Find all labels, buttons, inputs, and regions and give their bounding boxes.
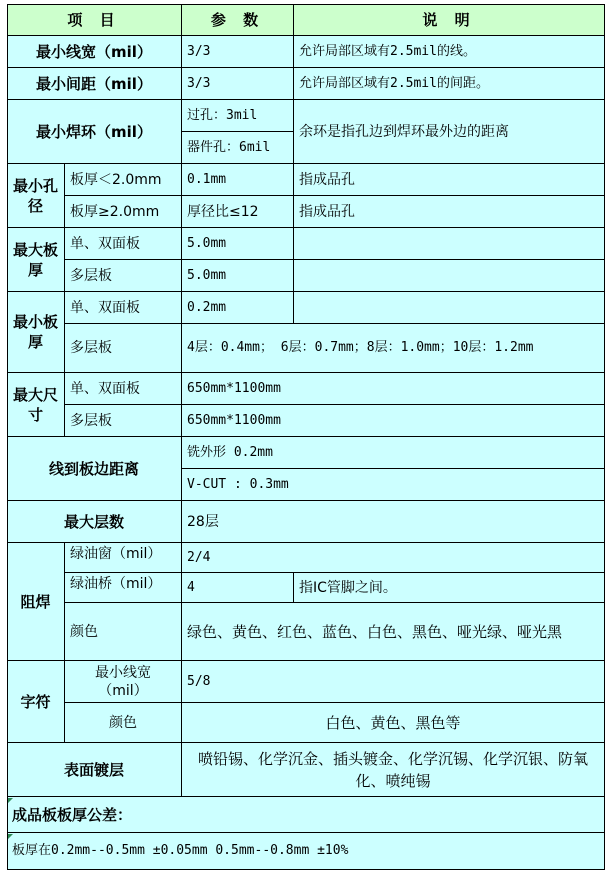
min-spacing-desc: 允许局部区域有2.5mil的间距。: [294, 68, 605, 100]
solder-mask-param1: 2/4: [182, 543, 605, 573]
max-thickness-param2: 5.0mm: [182, 260, 294, 292]
surface-label: 表面镀层: [7, 743, 182, 797]
header-item: 项 目: [7, 4, 182, 36]
min-line-width-param: 3/3: [182, 36, 294, 68]
max-size-label: 最大尺寸: [7, 373, 65, 437]
max-thickness-desc2: [294, 260, 605, 292]
max-thickness-sub2: 多层板: [65, 260, 182, 292]
solder-mask-colors: 绿色、黄色、红色、蓝色、白色、黑色、哑光绿、哑光黑: [182, 603, 605, 661]
legend-sub1: 最小线宽（mil）: [65, 661, 182, 703]
min-ring-desc: 余环是指孔边到焊环最外边的距离: [294, 100, 605, 164]
min-thickness-param2: 4层：0.4mm； 6层：0.7mm；8层：1.0mm；10层：1.2mm: [182, 324, 605, 373]
max-thickness-sub1: 单、双面板: [65, 228, 182, 260]
max-layers-label: 最大层数: [7, 501, 182, 543]
min-hole-param2: 厚径比≤12: [182, 196, 294, 228]
max-thickness-label: 最大板厚: [7, 228, 65, 292]
max-layers-param: 28层: [182, 501, 605, 543]
min-hole-sub2: 板厚≥2.0mm: [65, 196, 182, 228]
min-hole-desc1: 指成品孔: [294, 164, 605, 196]
min-thickness-desc1: [294, 292, 605, 324]
min-thickness-label: 最小板厚: [7, 292, 65, 373]
min-thickness-param1: 0.2mm: [182, 292, 294, 324]
max-size-param2: 650mm*1100mm: [182, 405, 605, 437]
cell-marker-icon: [8, 834, 13, 839]
legend-sub2: 颜色: [65, 703, 182, 743]
max-thickness-desc1: [294, 228, 605, 260]
legend-label: 字符: [7, 661, 65, 743]
min-line-width-desc: 允许局部区域有2.5mil的线。: [294, 36, 605, 68]
solder-mask-sub1: 绿油窗（mil）: [65, 543, 182, 573]
min-spacing-label: 最小间距（mil）: [7, 68, 182, 100]
min-ring-via: 过孔：3mil: [182, 100, 294, 132]
solder-mask-sub3: 颜色: [65, 603, 182, 661]
max-size-sub2: 多层板: [65, 405, 182, 437]
min-hole-sub1: 板厚＜2.0mm: [65, 164, 182, 196]
min-thickness-sub1: 单、双面板: [65, 292, 182, 324]
max-size-sub1: 单、双面板: [65, 373, 182, 405]
header-param: 参 数: [182, 4, 294, 36]
min-hole-desc2: 指成品孔: [294, 196, 605, 228]
tolerance-title: 成品板板厚公差：: [7, 797, 605, 833]
min-ring-label: 最小焊环（mil）: [7, 100, 182, 164]
edge-distance-param1: 铣外形 0.2mm: [182, 437, 605, 469]
tolerance-text: 板厚在0.2mm--0.5mm ±0.05mm 0.5mm--0.8mm ±10%: [7, 833, 605, 870]
min-line-width-label: 最小线宽（mil）: [7, 36, 182, 68]
min-ring-component: 器件孔：6mil: [182, 132, 294, 164]
edge-distance-label: 线到板边距离: [7, 437, 182, 501]
min-hole-param1: 0.1mm: [182, 164, 294, 196]
max-size-param1: 650mm*1100mm: [182, 373, 605, 405]
edge-distance-param2: V-CUT : 0.3mm: [182, 469, 605, 501]
cell-marker-icon: [8, 798, 13, 803]
legend-param1: 5/8: [182, 661, 605, 703]
legend-colors: 白色、黄色、黑色等: [182, 703, 605, 743]
min-spacing-param: 3/3: [182, 68, 294, 100]
min-hole-label: 最小孔径: [7, 164, 65, 228]
min-thickness-sub2: 多层板: [65, 324, 182, 373]
header-desc: 说 明: [294, 4, 605, 36]
solder-mask-desc2: 指IC管脚之间。: [294, 573, 605, 603]
max-thickness-param1: 5.0mm: [182, 228, 294, 260]
solder-mask-sub2: 绿油桥（mil）: [65, 573, 182, 603]
surface-param: 喷铅锡、化学沉金、插头镀金、化学沉锡、化学沉银、防氧化、喷纯锡: [182, 743, 605, 797]
solder-mask-param2: 4: [182, 573, 294, 603]
solder-mask-label: 阻焊: [7, 543, 65, 661]
